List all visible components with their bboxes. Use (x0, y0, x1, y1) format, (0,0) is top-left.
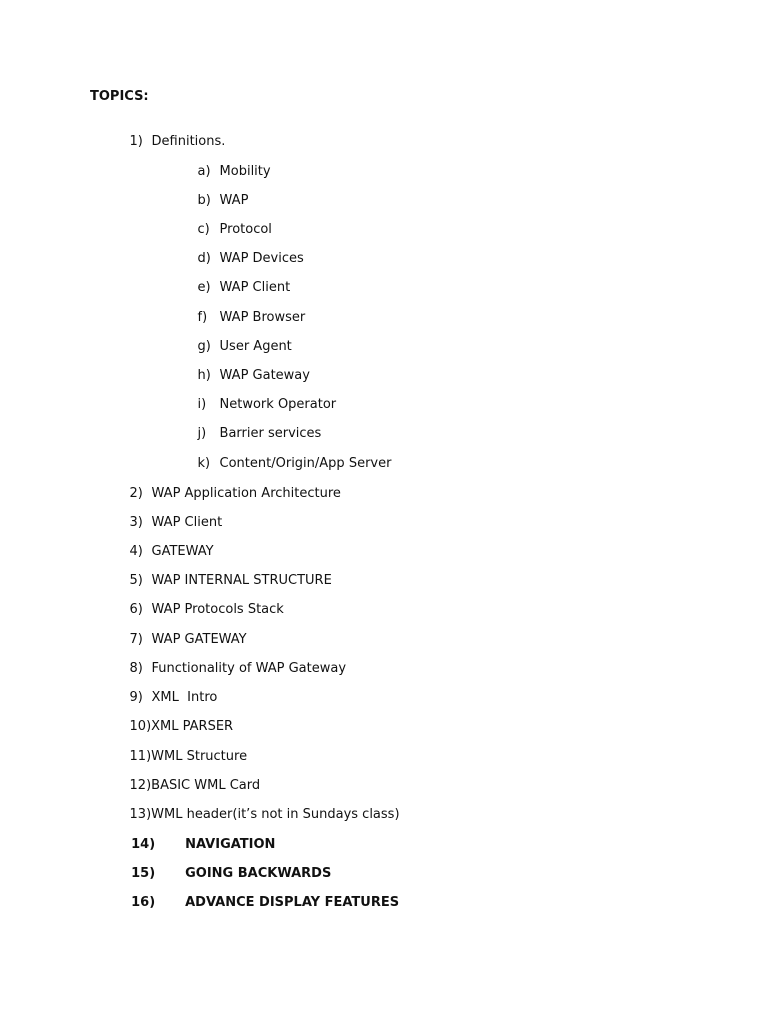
item-number: 2) (129, 486, 143, 501)
sub-item-letter: a) (197, 164, 211, 179)
item-text: Functionality of WAP Gateway (151, 661, 347, 676)
item-text: WAP Protocols Stack (151, 602, 284, 617)
sub-item-letter: b) (197, 193, 211, 208)
item-text: XML Intro (151, 690, 218, 705)
topics-heading: TOPICS: (90, 89, 149, 104)
item-number: 6) (129, 602, 143, 617)
item-number: 8) (129, 661, 143, 676)
item-text: ADVANCE DISPLAY FEATURES (185, 895, 400, 910)
sub-item-letter: f) (197, 310, 208, 325)
item-number: 12) (129, 778, 152, 793)
item-number: 1) (129, 134, 143, 149)
sub-item-text: Protocol (219, 222, 272, 237)
item-text: GATEWAY (151, 544, 214, 559)
item-text: WAP Client (151, 515, 223, 530)
item-text: NAVIGATION (185, 837, 276, 852)
sub-item-letter: i) (197, 397, 207, 412)
item-number: 5) (129, 573, 143, 588)
sub-item-text: Network Operator (219, 397, 337, 412)
sub-item-text: WAP Devices (219, 251, 304, 266)
item-number: 16) (131, 895, 156, 910)
sub-item-text: Barrier services (219, 426, 322, 441)
item-text: WAP INTERNAL STRUCTURE (151, 573, 332, 588)
item-number: 4) (129, 544, 143, 559)
item-text: Definitions. (151, 134, 226, 149)
item-text: GOING BACKWARDS (185, 866, 332, 881)
list-item (113, 879, 399, 927)
sub-item-text: Content/Origin/App Server (219, 456, 392, 471)
sub-item-text: WAP Gateway (219, 368, 310, 383)
item-number: 9) (129, 690, 143, 705)
item-text: WML header(it’s not in Sundays class) (151, 807, 400, 822)
item-number: 13) (129, 807, 152, 822)
item-number: 14) (131, 837, 156, 852)
item-number: 11) (129, 749, 152, 764)
item-number: 15) (131, 866, 156, 881)
sub-item-letter: k) (197, 456, 211, 471)
sub-item-text: User Agent (219, 339, 292, 354)
sub-item-letter: e) (197, 280, 211, 295)
sub-item-letter: c) (197, 222, 210, 237)
item-text: WAP Application Architecture (151, 486, 341, 501)
item-text: WML Structure (151, 749, 248, 764)
sub-item-text: WAP Browser (219, 310, 306, 325)
sub-item-text: WAP (219, 193, 249, 208)
item-text: XML PARSER (151, 719, 234, 734)
sub-item-letter: d) (197, 251, 211, 266)
item-number: 10) (129, 719, 152, 734)
item-text: WAP GATEWAY (151, 632, 247, 647)
item-number: 7) (129, 632, 143, 647)
sub-item-text: WAP Client (219, 280, 291, 295)
sub-item-letter: h) (197, 368, 211, 383)
sub-item-text: Mobility (219, 164, 271, 179)
sub-item-letter: g) (197, 339, 211, 354)
sub-item-letter: j) (197, 426, 207, 441)
item-text: BASIC WML Card (151, 778, 261, 793)
item-number: 3) (129, 515, 143, 530)
